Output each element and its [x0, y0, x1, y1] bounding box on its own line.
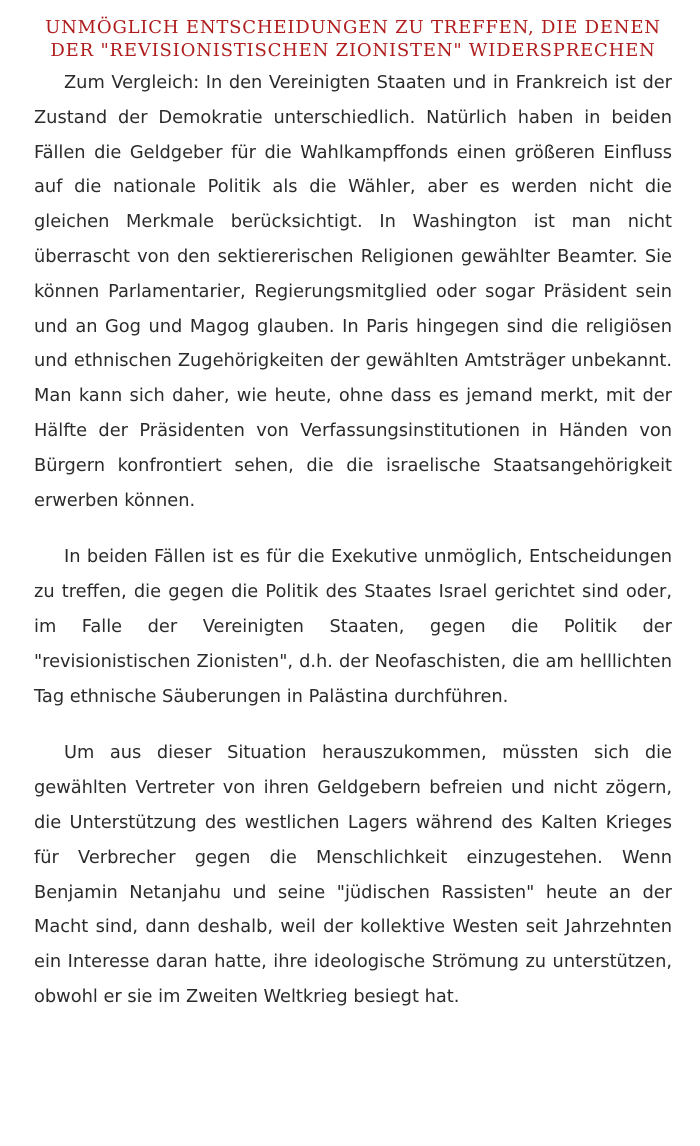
paragraph-1: Zum Vergleich: In den Vereinigten Staaten und in Frankreich ist der Zustand der Demokratie unterschiedlich. Natürlich haben in beiden Fällen die Geldgeber für die Wahlkampffonds einen größeren Einfluss auf die nationale Politik als die Wähler, aber es werden nicht die gleichen Merkmale berücksichtigt. In Washington ist man nicht überrascht von den sektiererischen Religionen gewählter Beamter. Sie können Parlamentarier, Regierungsmitglied oder sogar Präsident sein und an Gog und Magog glauben. In Paris hingegen sind die religiösen und ethnischen Zugehörigkeiten der gewählten Amtsträger unbekannt. Man kann sich daher, wie heute, ohne dass es jemand merkt, mit der Hälfte der Präsidenten von Verfassungsinstitutionen in Händen von Bürgern konfrontiert sehen, die die israelische Staatsangehörigkeit erwerben können.: [34, 72, 672, 511]
article-section: [34, 16, 672, 1015]
paragraph-2: In beiden Fällen ist es für die Exekutive unmöglich, Entscheidungen zu treffen, die gegen die Politik des Staates Israel gerichtet sind oder, im Falle der Vereinigten Staaten, gegen die Politik der "revisionistischen Zionisten", d.h. der Neofaschisten, die am helllichten Tag ethnische Säuberungen in Palästina durchführen.: [34, 546, 672, 707]
section-heading: UNMÖGLICH ENTSCHEIDUNGEN ZU TREFFEN, DIE DENEN DER "REVISIONISTISCHEN ZIONISTEN" WIDERSPRECHEN: [45, 17, 661, 61]
paragraph-3: Um aus dieser Situation herauszukommen, müssten sich die gewählten Vertreter von ihren Geldgebern befreien und nicht zögern, die Unterstützung des westlichen Lagers während des Kalten Krieges für Verbrecher gegen die Menschlichkeit einzugestehen. Wenn Benjamin Netanjahu und seine "jüdischen Rassisten" heute an der Macht sind, dann deshalb, weil der kollektive Westen seit Jahrzehnten ein Interesse daran hatte, ihre ideologische Strömung zu unterstützen, obwohl er sie im Zweiten Weltkrieg besiegt hat.: [34, 742, 672, 1007]
